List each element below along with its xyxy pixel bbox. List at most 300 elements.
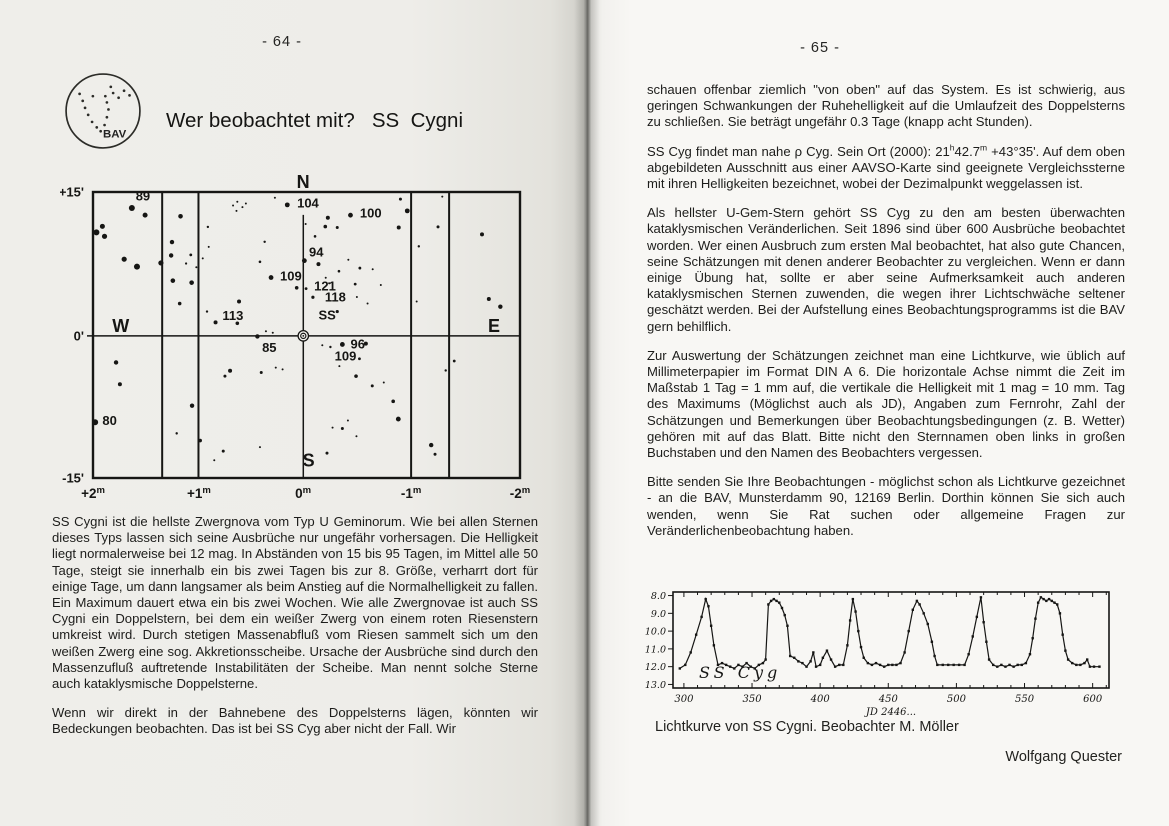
y-tick-label: 9.0 (650, 608, 666, 620)
star-dot (354, 374, 358, 378)
finder-chart (60, 175, 542, 507)
data-point (767, 603, 769, 605)
data-point (770, 600, 772, 602)
star-dot (263, 241, 265, 243)
data-point (764, 658, 766, 660)
paragraph (647, 474, 1125, 539)
star-dot (445, 369, 447, 371)
data-point (1032, 637, 1034, 639)
star-dot (397, 225, 401, 229)
article-title: Wer beobachtet mit? SS Cygni (166, 109, 464, 132)
right-page (585, 0, 1169, 826)
star-dot (178, 302, 182, 306)
lightcurve-line (680, 597, 1100, 668)
data-point (707, 605, 709, 607)
star-dot (437, 225, 440, 228)
star-dot (332, 427, 334, 429)
data-point (778, 601, 780, 603)
star-dot (405, 208, 410, 213)
star-dot (237, 300, 241, 304)
data-point (942, 664, 944, 666)
logo-star-dot (107, 108, 110, 111)
data-point (895, 664, 897, 666)
logo-star-dot (87, 114, 90, 117)
star-dot (158, 260, 163, 265)
star-dot (275, 367, 277, 369)
x-tick-label: 500 (946, 694, 966, 705)
x-axis-label (187, 485, 211, 501)
data-point (1098, 665, 1100, 667)
y-tick-label: 12.0 (644, 662, 666, 674)
lightcurve-chart (629, 585, 1131, 722)
star-dot (380, 284, 382, 286)
star-dot (399, 198, 402, 201)
star-dot (190, 403, 194, 407)
gutter-shadow (574, 0, 600, 826)
lightcurve-series-label: SS Cyg (699, 663, 782, 682)
star-dot (498, 304, 502, 308)
paragraph (647, 348, 1125, 461)
star-dot (232, 204, 234, 206)
data-point (849, 619, 851, 621)
star-dot (100, 224, 105, 229)
star-label: 96 (350, 336, 365, 352)
star-label: 109 (280, 268, 302, 284)
data-point (705, 598, 707, 600)
star-dot (143, 213, 148, 218)
star-dot (171, 278, 176, 283)
data-point (1079, 664, 1081, 666)
data-point (781, 607, 783, 609)
data-point (838, 664, 840, 666)
data-point (690, 651, 692, 653)
star-dot (213, 459, 215, 461)
logo-star-dot (91, 121, 94, 124)
bav-logo-label: BAV (103, 128, 127, 141)
star-dot (175, 432, 177, 434)
paragraph (647, 82, 1125, 131)
star-dot (340, 342, 345, 347)
superscript-unit: h (949, 142, 955, 153)
star-dot (92, 419, 98, 425)
star-label: 80 (102, 413, 117, 429)
star-dot (383, 381, 385, 383)
data-point (1004, 665, 1006, 667)
paragraph (647, 144, 1125, 193)
data-point (1000, 664, 1002, 666)
x-axis-label-base: -1 (400, 486, 413, 501)
data-point (958, 664, 960, 666)
data-point (963, 664, 965, 666)
data-point (927, 623, 929, 625)
logo-star-dot (104, 95, 107, 98)
x-axis-label (401, 485, 421, 501)
star-dot (269, 275, 274, 280)
compass-w-label: W (112, 316, 130, 337)
star-dot (348, 213, 353, 218)
logo-star-dot (99, 130, 102, 133)
data-point (1021, 664, 1023, 666)
star-label: 118 (324, 289, 346, 305)
logo-star-dot (103, 124, 106, 127)
data-point (1071, 662, 1073, 664)
star-dot (358, 357, 361, 360)
data-point (879, 664, 881, 666)
star-dot (314, 235, 317, 238)
data-point (923, 612, 925, 614)
data-point (784, 614, 786, 616)
star-dot (274, 197, 276, 199)
data-point (1042, 598, 1044, 600)
star-dot (347, 420, 349, 422)
data-point (786, 625, 788, 627)
x-tick-label: 300 (674, 694, 694, 705)
data-point (947, 664, 949, 666)
star-dot (235, 210, 237, 212)
data-point (1083, 662, 1085, 664)
logo-star-dot (106, 116, 109, 119)
logo-star-dot (128, 94, 131, 97)
star-dot (282, 368, 284, 370)
star-dot (316, 262, 320, 266)
data-point (822, 657, 824, 659)
text-run: 42.7 (954, 143, 980, 159)
star-dot (222, 450, 225, 453)
paragraph (52, 514, 538, 692)
lightcurve-caption: Lichtkurve von SS Cygni. Beobachter M. Möller (655, 719, 959, 735)
data-point (1048, 598, 1050, 600)
star-dot (367, 303, 369, 305)
star-dot (114, 360, 118, 364)
star-label: 109 (334, 348, 357, 364)
data-point (887, 664, 889, 666)
data-point (933, 655, 935, 657)
star-dot (189, 280, 194, 285)
star-dot (189, 254, 192, 257)
star-dot (441, 196, 443, 198)
star-dot (185, 262, 187, 264)
data-point (793, 657, 795, 659)
star-dot (236, 201, 238, 203)
star-dot (241, 206, 243, 208)
logo-star-dot (95, 126, 98, 129)
data-point (842, 664, 844, 666)
star-dot (358, 267, 361, 270)
data-point (1037, 601, 1039, 603)
star-dot (391, 400, 395, 404)
star-dot (206, 310, 208, 312)
data-point (1086, 658, 1088, 660)
data-point (1075, 664, 1077, 666)
data-point (867, 662, 869, 664)
star-dot (338, 365, 340, 367)
star-dot (259, 260, 262, 263)
logo-star-dot (117, 96, 120, 99)
star-dot (326, 216, 330, 220)
data-point (982, 621, 984, 623)
data-point (903, 651, 905, 653)
star-dot (487, 297, 491, 301)
star-label: 113 (222, 308, 244, 324)
data-point (830, 658, 832, 660)
data-point (952, 664, 954, 666)
star-dot (329, 346, 331, 348)
star-dot (347, 259, 349, 261)
data-point (980, 596, 982, 598)
star-dot (453, 360, 456, 363)
right-body-text (647, 82, 1125, 552)
author-signature: Wolfgang Quester (1005, 749, 1122, 765)
y-tick-label: 10.0 (644, 626, 666, 638)
y-axis-label: 0' (73, 328, 84, 344)
data-point (1017, 664, 1019, 666)
data-point (797, 660, 799, 662)
x-axis-label-sup: m (412, 485, 422, 496)
text-run: SS Cyg findet man nahe ρ Cyg. Sein Ort (2000): 21 (647, 143, 950, 159)
data-point (789, 655, 791, 657)
star-dot (371, 384, 374, 387)
star-dot (202, 257, 204, 259)
data-point (857, 630, 859, 632)
compass-n-label: N (296, 175, 310, 192)
data-point (883, 665, 885, 667)
star-dot (228, 369, 232, 373)
data-point (875, 662, 877, 664)
x-axis-label-sup: m (202, 485, 211, 496)
star-dot (396, 417, 401, 422)
text-run: Wenn wir direkt in der Bahnebene des Doppelsterns lägen, könnten wir Bedeckungen beobachten. Das ist bei SS Cyg aber nicht der Fall. Wir (52, 705, 538, 737)
star-dot (321, 344, 323, 346)
star-dot (129, 205, 135, 211)
data-point (1025, 662, 1027, 664)
data-point (967, 653, 969, 655)
x-axis-label-base: -2 (509, 486, 522, 501)
data-point (972, 635, 974, 637)
data-point (918, 603, 920, 605)
data-point (988, 658, 990, 660)
star-dot (208, 246, 210, 248)
logo-star-dot (78, 92, 81, 95)
paragraph (52, 705, 538, 737)
star-dot (325, 452, 328, 455)
logo-star-dot (81, 100, 84, 103)
data-point (1064, 649, 1066, 651)
star-dot (214, 320, 218, 324)
data-point (1061, 633, 1063, 635)
star-dot (255, 334, 259, 338)
star-dot (372, 268, 374, 270)
star-dot (245, 202, 247, 204)
compass-e-label: E (487, 316, 500, 337)
star-label: 121 (314, 278, 336, 294)
data-point (1008, 664, 1010, 666)
text-run: Bitte senden Sie Ihre Beobachtungen - möglichst schon als Lichtkurve gezeichnet - an die BAV, Munsterdamm 90, 12169 Berlin. Dorthin können Sie sich auch wenden, wenn Sie Rat suchen oder allgemeine Fragen zur Veränderlichenbeobachtung haben. (647, 474, 1125, 538)
star-dot (311, 296, 314, 299)
star-dot (434, 453, 437, 456)
star-dot (102, 234, 107, 239)
data-point (871, 664, 873, 666)
data-point (695, 633, 697, 635)
lightcurve-xlabel: JD 2446... (865, 707, 917, 718)
star-dot (302, 258, 307, 263)
star-dot (323, 225, 327, 229)
data-point (1053, 601, 1055, 603)
data-point (773, 598, 775, 600)
x-tick-label: 450 (878, 694, 898, 705)
y-axis-label: -15' (62, 470, 84, 486)
star-dot (429, 443, 433, 447)
star-dot (260, 371, 263, 374)
x-axis-label (81, 485, 105, 501)
x-tick-label: 400 (810, 694, 830, 705)
x-axis-label-base: +2 (81, 486, 97, 501)
data-point (931, 641, 933, 643)
data-point (1067, 658, 1069, 660)
x-axis-label-sup: m (96, 485, 105, 496)
x-tick-label: 600 (1083, 694, 1103, 705)
star-dot (272, 332, 274, 334)
star-dot (207, 226, 209, 228)
data-point (679, 667, 681, 669)
star-dot (122, 257, 127, 262)
page-number-right: - 65 - (800, 40, 840, 56)
data-point (899, 662, 901, 664)
star-dot (338, 270, 341, 273)
text-run: Zur Auswertung der Schätzungen zeichnet man eine Lichtkurve, wie üblich auf Millimeterpapier im Format DIN A 6. Die horizontale Achse nimmt die Zeit im Maßstab 1 Tag = 1 mm auf, die vertikale die Helligkeit mit 1 mag = 10 mm. Tag des Maximums (Möglichst auch als JD), Angaben zum Fernrohr, Zahl der Schätzungen und Bemerkungen über Beobachtungsbedingungen (z. B. Wetter) gehören mit auf das Blatt. Bitte nicht den Sternnamen oben links in großen Buchstaben und den Namen des Beobachters vergessen. (647, 347, 1125, 461)
star-dot (93, 229, 99, 235)
bav-logo (64, 72, 142, 150)
data-point (805, 665, 807, 667)
x-tick-label: 550 (1014, 694, 1035, 705)
data-point (1051, 600, 1053, 602)
target-label: SS (318, 307, 336, 323)
x-axis-label (510, 485, 530, 501)
star-dot (170, 240, 174, 244)
data-point (860, 646, 862, 648)
x-tick-label: 350 (742, 694, 762, 705)
text-run: schauen offenbar ziemlich "von oben" auf das System. Es ist schwierig, aus geringen Schwankungen der Ruhehelligkeit auf die Umlaufzeit des Doppelsterns zu schließen. Sie beträgt ungefähr 0.3 Tage (knapp acht Stunden). (647, 82, 1125, 130)
data-point (801, 662, 803, 664)
data-point (812, 651, 814, 653)
data-point (992, 664, 994, 666)
star-dot (195, 266, 197, 268)
data-point (1040, 596, 1042, 598)
y-tick-label: 13.0 (644, 679, 666, 691)
y-tick-label: 8.0 (650, 591, 666, 603)
star-dot (356, 296, 358, 298)
data-point (996, 665, 998, 667)
data-point (815, 665, 817, 667)
data-point (976, 616, 978, 618)
star-dot (295, 286, 299, 290)
data-point (852, 598, 854, 600)
compass-s-label: S (302, 450, 315, 471)
text-run: Als hellster U-Gem-Stern gehört SS Cyg zu den am besten überwachten kataklysmischen Veränderlichen. Seit 1896 sind über 600 Ausbrüche beobachtet worden. Wer einen Ausbruch zum ersten Mal beobachtet, hat also gute Chancen, seine Schätzungen mit denen anderer Beobachter zu vergleichen. Wenn er dann einige Übung hat, sollte er aber seine Aufmerksamkeit auch anderen kataklysmischen Sternen zuwenden, die wegen ihrer Lichtschwäche seltener geschätzt werden. Bei der Aufstellung eines Beobachtungsprogramms ist die BAV gern behilflich. (647, 205, 1125, 334)
data-point (854, 610, 856, 612)
paragraph (647, 205, 1125, 335)
star-dot (341, 427, 344, 430)
data-point (1059, 612, 1061, 614)
logo-star-dot (109, 85, 112, 88)
star-dot (305, 223, 307, 225)
star-label: 85 (262, 340, 277, 356)
star-label: 89 (135, 188, 151, 204)
y-axis-label: +15' (60, 184, 84, 200)
star-dot (336, 310, 339, 313)
star-dot (198, 439, 202, 443)
data-point (1045, 600, 1047, 602)
page-number-left: - 64 - (262, 34, 302, 50)
star-dot (285, 202, 290, 207)
data-point (1034, 617, 1036, 619)
data-point (936, 664, 938, 666)
star-dot (354, 283, 357, 286)
text-run: +43°35'. Auf dem oben abgebildeten Ausschnitt aus einer AAVSO-Karte sind geeignete Vergleichssterne mit ihren Helligkeiten bezeichnet, wobei der Dezimalpunkt weggelassen ist. (647, 143, 1126, 192)
finder-chart-svg (60, 175, 542, 507)
star-dot (355, 435, 357, 437)
data-point (863, 657, 865, 659)
data-point (891, 664, 893, 666)
star-dot (259, 446, 261, 448)
data-point (834, 665, 836, 667)
superscript-unit: m (980, 142, 988, 153)
star-dot (134, 264, 140, 270)
data-point (1056, 603, 1058, 605)
star-label: 104 (297, 195, 319, 211)
star-label: 100 (359, 205, 382, 221)
star-dot (305, 287, 308, 290)
x-axis-label-base: 0 (295, 486, 303, 501)
logo-star-dot (84, 107, 87, 110)
data-point (1093, 665, 1095, 667)
data-point (826, 649, 828, 651)
data-point (1089, 665, 1091, 667)
data-point (985, 641, 987, 643)
bav-logo-svg (64, 72, 142, 150)
data-point (775, 600, 777, 602)
star-dot (416, 301, 418, 303)
data-point (912, 609, 914, 611)
star-dot (265, 330, 267, 332)
star-dot (418, 245, 420, 247)
x-axis-label-base: +1 (186, 486, 203, 501)
star-dot (169, 253, 173, 257)
data-point (684, 664, 686, 666)
data-point (1012, 665, 1014, 667)
data-point (700, 616, 702, 618)
data-point (846, 644, 848, 646)
left-body-text (52, 514, 538, 751)
logo-star-dot (92, 95, 95, 98)
data-point (908, 630, 910, 632)
star-dot (223, 375, 226, 378)
star-dot (118, 382, 122, 386)
data-point (710, 625, 712, 627)
star-dot (178, 214, 183, 219)
star-dot (480, 232, 484, 236)
data-point (819, 664, 821, 666)
x-axis-label-sup: m (521, 485, 531, 496)
target-ss-dot (302, 335, 304, 337)
y-tick-label: 11.0 (644, 644, 666, 656)
logo-star-dot (106, 101, 109, 104)
data-point (1029, 653, 1031, 655)
star-label: 94 (309, 244, 324, 260)
data-point (713, 644, 715, 646)
data-point (916, 600, 918, 602)
x-axis-label (295, 485, 311, 501)
logo-star-dot (123, 89, 126, 92)
